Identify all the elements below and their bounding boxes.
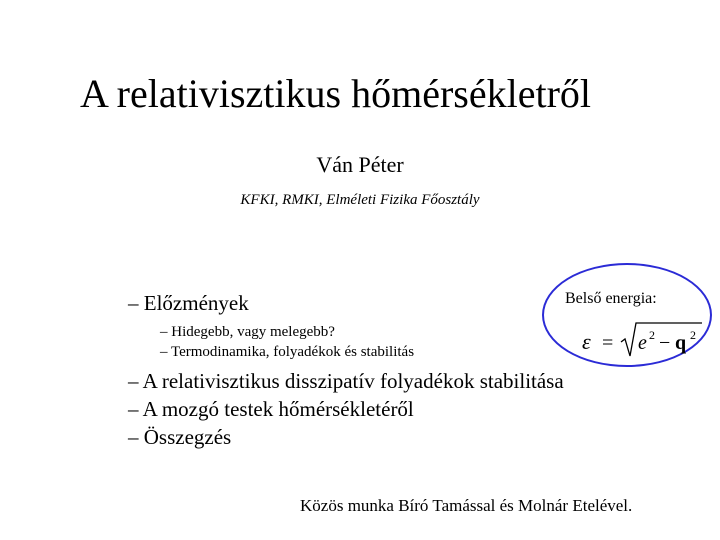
outline-item-prior-work: – Előzmények bbox=[128, 291, 249, 315]
formula-q: q bbox=[675, 332, 687, 354]
energy-formula bbox=[578, 318, 706, 362]
author-affiliation: KFKI, RMKI, Elméleti Fizika Főosztály bbox=[240, 192, 480, 208]
outline-item-summary: – Összegzés bbox=[128, 425, 232, 449]
formula-minus: − bbox=[659, 332, 671, 354]
slide-title: A relativisztikus hőmérsékletről bbox=[80, 71, 591, 116]
internal-energy-label: Belső energia: bbox=[565, 290, 657, 307]
formula-epsilon: ε bbox=[582, 329, 591, 354]
outline-item-dissipative-fluids: – A relativisztikus disszipatív folyadékok stabilitása bbox=[128, 369, 564, 393]
formula-q-exponent: 2 bbox=[690, 328, 696, 342]
outline-subitem-colder-or-warmer: – Hidegebb, vagy melegebb? bbox=[160, 324, 335, 340]
formula-e: e bbox=[638, 332, 647, 354]
outline-subitem-thermodynamics: – Termodinamika, folyadékok és stabilitás bbox=[160, 344, 415, 360]
outline-item-moving-bodies: – A mozgó testek hőmérsékletéről bbox=[128, 397, 414, 421]
formula-equals: = bbox=[602, 332, 614, 354]
formula-e-exponent: 2 bbox=[649, 328, 655, 342]
author-name: Ván Péter bbox=[316, 152, 404, 177]
joint-work-credit: Közös munka Bíró Tamással és Molnár Etelével. bbox=[300, 496, 633, 515]
